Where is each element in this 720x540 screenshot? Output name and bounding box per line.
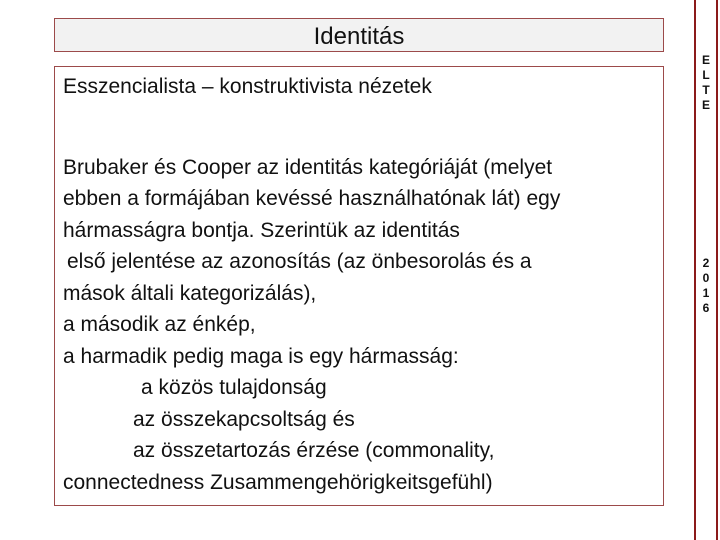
content-line: mások általi kategorizálás), bbox=[63, 281, 317, 305]
side-letter: L bbox=[702, 68, 710, 82]
content-line: ebben a formájában kevéssé használhatónak lát) egy bbox=[63, 187, 561, 210]
content-line: Brubaker és Cooper az identitás kategóriáját (melyet bbox=[63, 155, 553, 179]
content-line: hármasságra bontja. Szerintük az identitás bbox=[63, 218, 460, 242]
content-line: a második az énkép, bbox=[63, 313, 256, 336]
side-digit: 6 bbox=[702, 301, 710, 315]
content-heading: Esszencialista – konstruktivista nézetek bbox=[63, 75, 432, 98]
content-line: az összetartozás érzése (commonality, bbox=[133, 439, 495, 462]
content-line: a közös tulajdonság bbox=[141, 376, 327, 399]
side-label-elte bbox=[696, 53, 716, 113]
content-line: connectedness Zusammengehörigkeitsgefühl) bbox=[63, 470, 493, 494]
side-bar bbox=[694, 0, 718, 540]
slide-title: Identitás bbox=[54, 18, 664, 52]
side-letter: E bbox=[701, 98, 710, 112]
side-digit: 0 bbox=[702, 271, 710, 285]
side-digit: 1 bbox=[702, 286, 710, 300]
content-box bbox=[54, 66, 664, 506]
content-line: első jelentése az azonosítás (az önbesorolás és a bbox=[67, 250, 532, 273]
side-digit: 2 bbox=[702, 256, 710, 270]
content-line: az összekapcsoltság és bbox=[133, 407, 355, 431]
spacer bbox=[63, 103, 663, 152]
side-letter: E bbox=[701, 53, 710, 67]
content-line: a harmadik pedig maga is egy hármasság: bbox=[63, 344, 459, 368]
side-letter: T bbox=[702, 83, 710, 97]
side-label-year bbox=[696, 256, 716, 316]
